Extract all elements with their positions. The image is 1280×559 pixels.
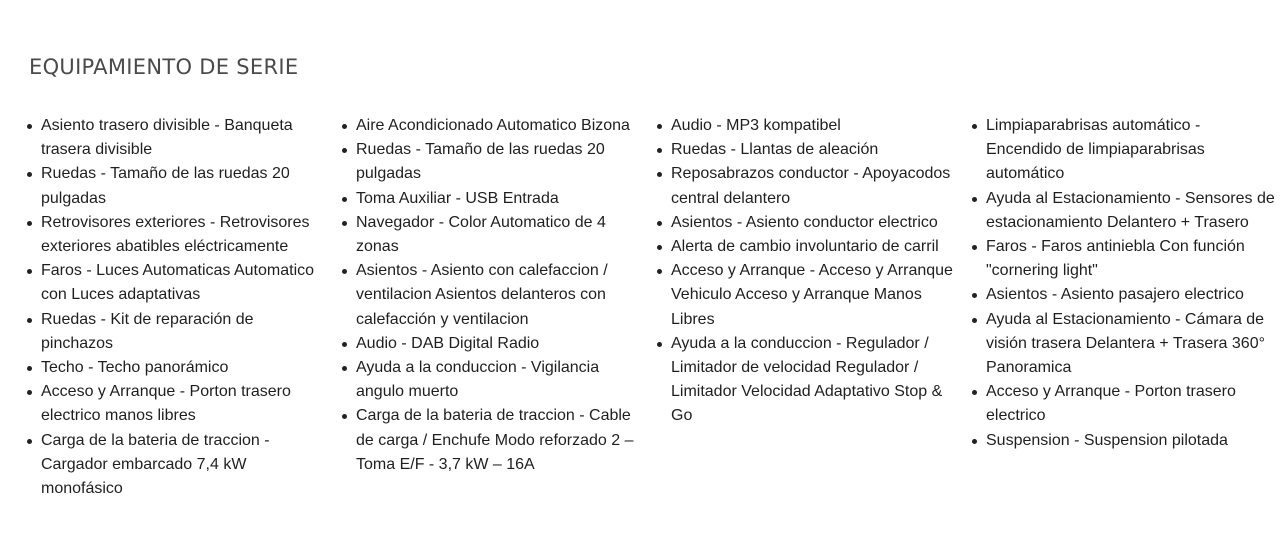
- equipment-item: Ruedas - Tamaño de las ruedas 20 pulgadas: [41, 162, 316, 210]
- equipment-item: Carga de la bateria de traccion - Cargador embarcado 7,4 kW monofásico: [41, 429, 316, 502]
- equipment-item: Audio - DAB Digital Radio: [356, 332, 636, 356]
- equipment-item: Techo - Techo panorámico: [41, 356, 316, 380]
- equipment-item: Toma Auxiliar - USB Entrada: [356, 187, 636, 211]
- equipment-item: Asientos - Asiento con calefaccion / ventilacion Asientos delanteros con calefacción y ventilacion: [356, 259, 636, 332]
- equipment-item: Acceso y Arranque - Porton trasero electrico: [986, 380, 1276, 428]
- equipment-item: Ayuda al Estacionamiento - Cámara de visión trasera Delantera + Trasera 360° Panoramica: [986, 308, 1276, 381]
- equipment-item: Suspension - Suspension pilotada: [986, 429, 1276, 453]
- equipment-column-1: [23, 114, 316, 501]
- equipment-item: Carga de la bateria de traccion - Cable de carga / Enchufe Modo reforzado 2 – Toma E/F - 3,7 kW – 16A: [356, 404, 636, 477]
- equipment-column-4: [968, 114, 1276, 453]
- equipment-item: Ayuda a la conduccion - Regulador / Limitador de velocidad Regulador / Limitador Velocidad Adaptativo Stop & Go: [671, 332, 956, 429]
- equipment-column-3: [653, 114, 956, 429]
- equipment-item: Ruedas - Tamaño de las ruedas 20 pulgadas: [356, 138, 636, 186]
- equipment-item: Ruedas - Llantas de aleación: [671, 138, 956, 162]
- equipment-item: Navegador - Color Automatico de 4 zonas: [356, 211, 636, 259]
- equipment-column-2: [338, 114, 636, 477]
- equipment-item: Faros - Luces Automaticas Automatico con Luces adaptativas: [41, 259, 316, 307]
- equipment-item: Faros - Faros antiniebla Con función "cornering light": [986, 235, 1276, 283]
- equipment-item: Ayuda al Estacionamiento - Sensores de estacionamiento Delantero + Trasero: [986, 187, 1276, 235]
- equipment-item: Asientos - Asiento conductor electrico: [671, 211, 956, 235]
- equipment-item: Asiento trasero divisible - Banqueta trasera divisible: [41, 114, 316, 162]
- equipment-item: Ruedas - Kit de reparación de pinchazos: [41, 308, 316, 356]
- equipment-item: Aire Acondicionado Automatico Bizona: [356, 114, 636, 138]
- equipment-item: Acceso y Arranque - Acceso y Arranque Vehiculo Acceso y Arranque Manos Libres: [671, 259, 956, 332]
- equipment-item: Ayuda a la conduccion - Vigilancia angulo muerto: [356, 356, 636, 404]
- equipment-item: Asientos - Asiento pasajero electrico: [986, 283, 1276, 307]
- equipment-item: Retrovisores exteriores - Retrovisores exteriores abatibles eléctricamente: [41, 211, 316, 259]
- equipment-item: Acceso y Arranque - Porton trasero electrico manos libres: [41, 380, 316, 428]
- equipment-item: Alerta de cambio involuntario de carril: [671, 235, 956, 259]
- equipment-item: Reposabrazos conductor - Apoyacodos central delantero: [671, 162, 956, 210]
- equipment-item: Audio - MP3 kompatibel: [671, 114, 956, 138]
- equipment-item: Limpiaparabrisas automático - Encendido de limpiaparabrisas automático: [986, 114, 1276, 187]
- section-title: EQUIPAMIENTO DE SERIE: [29, 55, 299, 79]
